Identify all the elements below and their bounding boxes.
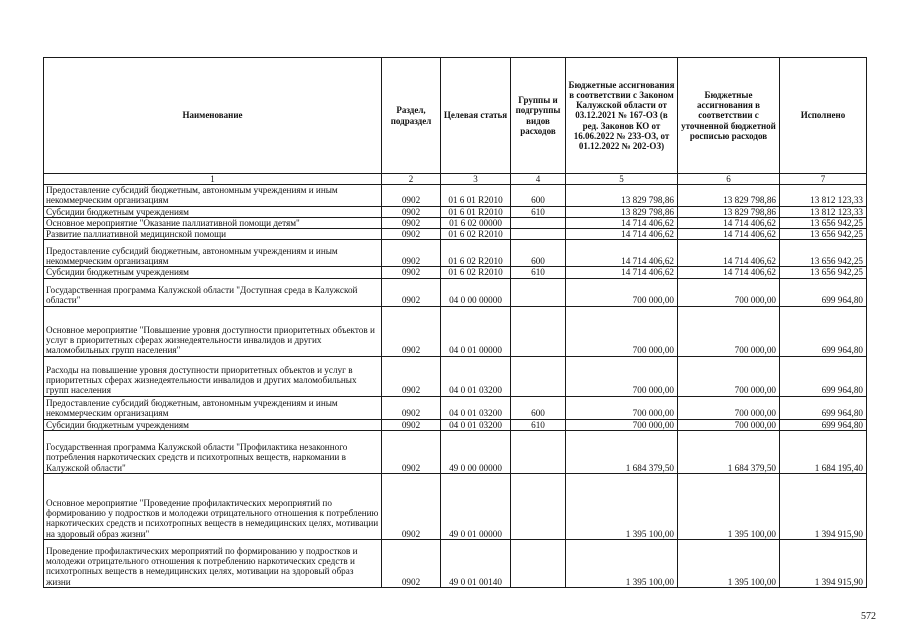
- row-section: 0902: [382, 278, 441, 306]
- row-target: 04 0 01 03200: [441, 419, 511, 430]
- row-section: 0902: [382, 396, 441, 419]
- row-budget-list: 14 714 406,62: [678, 240, 780, 267]
- table-row: [44, 217, 867, 228]
- row-name: Субсидии бюджетным учреждениям: [44, 206, 382, 217]
- table-row: [44, 419, 867, 430]
- row-executed: 13 812 123,33: [780, 206, 867, 217]
- row-target: 04 0 01 03200: [441, 396, 511, 419]
- row-group: [511, 431, 566, 474]
- row-target: 01 6 02 00000: [441, 217, 511, 228]
- row-name: Расходы на повышение уровня доступности приоритетных объектов и услуг в приоритетных сферах жизнедеятельности инвалидов и других маломобильных групп населения: [44, 356, 382, 396]
- row-target: 04 0 01 03200: [441, 356, 511, 396]
- row-executed: 1 394 915,90: [780, 474, 867, 540]
- row-group: 600: [511, 396, 566, 419]
- column-number: 3: [441, 174, 511, 185]
- row-executed: 13 656 942,25: [780, 240, 867, 267]
- row-budget-law: 14 714 406,62: [566, 267, 678, 278]
- row-executed: 1 394 915,90: [780, 540, 867, 588]
- row-group: [511, 540, 566, 588]
- budget-table: [43, 57, 867, 588]
- header-name: Наименование: [44, 58, 382, 174]
- row-name: Предоставление субсидий бюджетным, автономным учреждениям и иным некоммерческим организациям: [44, 396, 382, 419]
- row-section: 0902: [382, 206, 441, 217]
- row-name: Субсидии бюджетным учреждениям: [44, 267, 382, 278]
- row-group: [511, 278, 566, 306]
- column-number: 5: [566, 174, 678, 185]
- row-budget-list: 13 829 798,86: [678, 206, 780, 217]
- row-executed: 699 964,80: [780, 396, 867, 419]
- column-number-row: [44, 174, 867, 185]
- row-budget-list: 700 000,00: [678, 306, 780, 356]
- table-row: [44, 206, 867, 217]
- row-budget-law: 13 829 798,86: [566, 185, 678, 207]
- header-executed: Исполнено: [780, 58, 867, 174]
- row-budget-list: 14 714 406,62: [678, 217, 780, 228]
- row-section: 0902: [382, 540, 441, 588]
- table-row: [44, 240, 867, 267]
- row-target: 01 6 01 R2010: [441, 206, 511, 217]
- row-executed: 13 656 942,25: [780, 267, 867, 278]
- table-row: [44, 431, 867, 474]
- row-section: 0902: [382, 419, 441, 430]
- row-budget-list: 1 395 100,00: [678, 540, 780, 588]
- row-group: [511, 474, 566, 540]
- row-target: 49 0 00 00000: [441, 431, 511, 474]
- row-section: 0902: [382, 217, 441, 228]
- row-budget-list: 700 000,00: [678, 396, 780, 419]
- table-row: [44, 356, 867, 396]
- row-target: 49 0 01 00140: [441, 540, 511, 588]
- row-budget-law: 1 684 379,50: [566, 431, 678, 474]
- row-budget-list: 1 395 100,00: [678, 474, 780, 540]
- row-group: [511, 306, 566, 356]
- row-executed: 699 964,80: [780, 306, 867, 356]
- table-row: [44, 229, 867, 240]
- row-executed: 13 812 123,33: [780, 185, 867, 207]
- row-target: 01 6 02 R2010: [441, 267, 511, 278]
- row-section: 0902: [382, 431, 441, 474]
- row-group: 610: [511, 267, 566, 278]
- row-name: Проведение профилактических мероприятий по формированию у подростков и молодежи отрицательного отношения к потреблению наркотических средств и психотропных веществ в немедицинских целях, мотивации на здоровый образ жизни: [44, 540, 382, 588]
- row-target: 01 6 02 R2010: [441, 240, 511, 267]
- row-executed: 13 656 942,25: [780, 217, 867, 228]
- table-row: [44, 267, 867, 278]
- row-budget-law: 1 395 100,00: [566, 474, 678, 540]
- row-executed: 699 964,80: [780, 356, 867, 396]
- row-name: Предоставление субсидий бюджетным, автономным учреждениям и иным некоммерческим организациям: [44, 185, 382, 207]
- row-name: Основное мероприятие "Повышение уровня доступности приоритетных объектов и услуг в приоритетных сферах жизнедеятельности инвалидов и других маломобильных групп населения": [44, 306, 382, 356]
- header-budget-law: Бюджетные ассигнования в соответствии с Законом Калужской области от 03.12.2021 № 167-ОЗ (в ред. Законов КО от 16.06.2022 № 233-ОЗ, от 01.12.2022 № 202-ОЗ): [566, 58, 678, 174]
- row-section: 0902: [382, 185, 441, 207]
- table-row: [44, 474, 867, 540]
- row-section: 0902: [382, 356, 441, 396]
- row-name: Субсидии бюджетным учреждениям: [44, 419, 382, 430]
- row-name: Развитие паллиативной медицинской помощи: [44, 229, 382, 240]
- row-budget-law: 700 000,00: [566, 396, 678, 419]
- row-name: Предоставление субсидий бюджетным, автономным учреждениям и иным некоммерческим организациям: [44, 240, 382, 267]
- header-budget-list: Бюджетные ассигнования в соответствии с уточненной бюджетной росписью расходов: [678, 58, 780, 174]
- row-group: [511, 356, 566, 396]
- row-executed: 1 684 195,40: [780, 431, 867, 474]
- row-group: 600: [511, 240, 566, 267]
- header-section: Раздел, подраздел: [382, 58, 441, 174]
- header-target: Целевая статья: [441, 58, 511, 174]
- table-row: [44, 396, 867, 419]
- row-budget-list: 14 714 406,62: [678, 267, 780, 278]
- row-executed: 699 964,80: [780, 278, 867, 306]
- column-number: 7: [780, 174, 867, 185]
- page-number: 572: [861, 611, 876, 622]
- row-section: 0902: [382, 474, 441, 540]
- row-section: 0902: [382, 267, 441, 278]
- row-budget-law: 700 000,00: [566, 306, 678, 356]
- row-group: [511, 217, 566, 228]
- row-budget-law: 14 714 406,62: [566, 229, 678, 240]
- row-target: 01 6 01 R2010: [441, 185, 511, 207]
- row-section: 0902: [382, 240, 441, 267]
- table-row: [44, 185, 867, 207]
- column-number: 1: [44, 174, 382, 185]
- row-group: [511, 229, 566, 240]
- row-budget-list: 700 000,00: [678, 278, 780, 306]
- header-groups: Группы и подгруппы видов расходов: [511, 58, 566, 174]
- table-row: [44, 278, 867, 306]
- row-budget-law: 700 000,00: [566, 356, 678, 396]
- row-budget-list: 14 714 406,62: [678, 229, 780, 240]
- row-budget-list: 700 000,00: [678, 419, 780, 430]
- table-row: [44, 306, 867, 356]
- row-name: Государственная программа Калужской области "Профилактика незаконного потребления наркотических средств и психотропных веществ, наркомании в Калужской области": [44, 431, 382, 474]
- row-executed: 13 656 942,25: [780, 229, 867, 240]
- row-name: Государственная программа Калужской области "Доступная среда в Калужской области": [44, 278, 382, 306]
- column-number: 2: [382, 174, 441, 185]
- row-target: 01 6 02 R2010: [441, 229, 511, 240]
- row-budget-law: 1 395 100,00: [566, 540, 678, 588]
- row-budget-law: 700 000,00: [566, 419, 678, 430]
- row-group: 600: [511, 185, 566, 207]
- row-group: 610: [511, 206, 566, 217]
- row-budget-law: 14 714 406,62: [566, 240, 678, 267]
- row-budget-list: 700 000,00: [678, 356, 780, 396]
- row-section: 0902: [382, 306, 441, 356]
- row-target: 49 0 01 00000: [441, 474, 511, 540]
- table-row: [44, 540, 867, 588]
- row-target: 04 0 01 00000: [441, 306, 511, 356]
- row-budget-law: 13 829 798,86: [566, 206, 678, 217]
- row-budget-list: 13 829 798,86: [678, 185, 780, 207]
- row-name: Основное мероприятие "Оказание паллиативной помощи детям": [44, 217, 382, 228]
- row-section: 0902: [382, 229, 441, 240]
- row-budget-law: 14 714 406,62: [566, 217, 678, 228]
- row-name: Основное мероприятие "Проведение профилактических мероприятий по формированию у подростков и молодежи отрицательного отношения к потреблению наркотических средств и психотропных веществ в немедицинских целях, мотивации на здоровый образ жизни": [44, 474, 382, 540]
- row-target: 04 0 00 00000: [441, 278, 511, 306]
- row-budget-law: 700 000,00: [566, 278, 678, 306]
- row-executed: 699 964,80: [780, 419, 867, 430]
- row-group: 610: [511, 419, 566, 430]
- row-budget-list: 1 684 379,50: [678, 431, 780, 474]
- table-header-row: [44, 58, 867, 174]
- column-number: 6: [678, 174, 780, 185]
- column-number: 4: [511, 174, 566, 185]
